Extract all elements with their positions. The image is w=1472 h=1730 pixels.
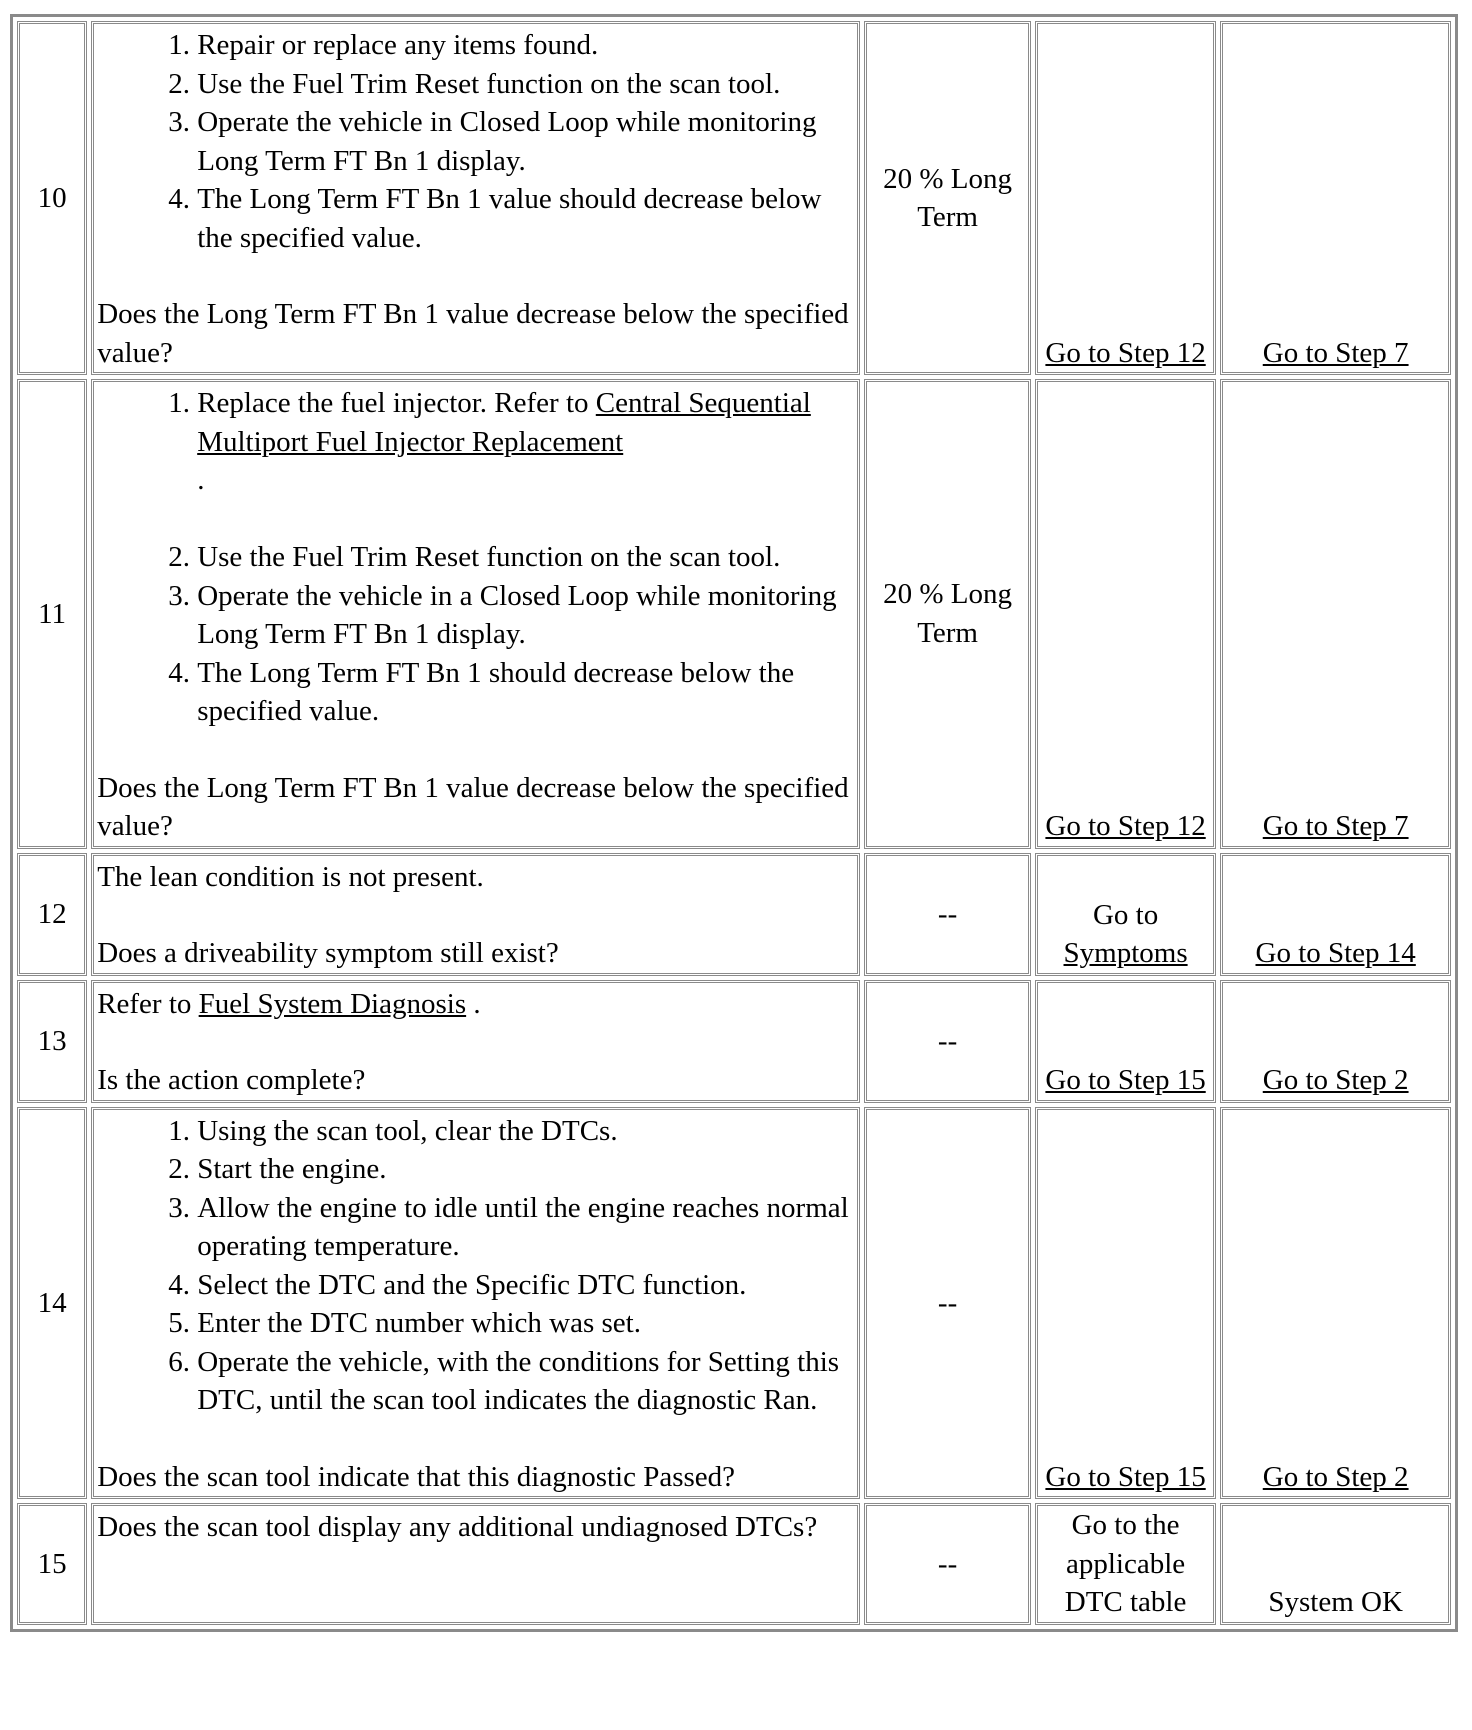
action-cell: [91, 853, 860, 976]
list-item: 2. Use the Fuel Trim Reset function on the scan tool.: [197, 538, 855, 577]
action-cell: [91, 1503, 860, 1625]
injector-replacement-link[interactable]: Central Sequential Multiport Fuel Injector Replacement: [197, 387, 811, 458]
yes-cell: [1035, 379, 1217, 849]
list-item: 6. Operate the vehicle, with the conditions for Setting this DTC, until the scan tool indicates the diagnostic Ran.: [197, 1343, 855, 1420]
value-cell: --: [864, 980, 1030, 1103]
no-cell: [1220, 21, 1451, 375]
yes-cell: [1035, 21, 1217, 375]
yes-link[interactable]: Go to Step 15: [1045, 1460, 1206, 1493]
action-prefix: Refer to: [97, 987, 199, 1020]
table-row: [17, 853, 1451, 976]
action-cell: [91, 379, 860, 849]
action-cell: [91, 980, 860, 1103]
value-cell: 20 % Long Term: [864, 21, 1030, 375]
question-text: Does the scan tool indicate that this diagnostic Passed?: [97, 1460, 736, 1493]
yes-cell: [1035, 1107, 1217, 1500]
table-row: [17, 1503, 1451, 1625]
table-row: [17, 1107, 1451, 1500]
list-item: 3. Operate the vehicle in a Closed Loop while monitoring Long Term FT Bn 1 display.: [197, 577, 855, 654]
list-item: 4. Select the DTC and the Specific DTC function.: [197, 1266, 855, 1305]
action-list: [97, 26, 855, 257]
action-cell: [91, 1107, 860, 1500]
table-row: [17, 980, 1451, 1103]
list-item: 2. Use the Fuel Trim Reset function on the scan tool.: [197, 65, 855, 104]
step-number: 10: [17, 21, 87, 375]
value-cell: --: [864, 853, 1030, 976]
list-item: 4. The Long Term FT Bn 1 value should decrease below the specified value.: [197, 180, 855, 257]
value-cell: --: [864, 1503, 1030, 1625]
action-text: [97, 985, 855, 1024]
no-cell: System OK: [1220, 1503, 1451, 1625]
question-text: Does the Long Term FT Bn 1 value decrease below the specified value?: [97, 771, 849, 842]
list-item: 3. Allow the engine to idle until the engine reaches normal operating temperature.: [197, 1189, 855, 1266]
no-cell: [1220, 379, 1451, 849]
question-text: Does the Long Term FT Bn 1 value decrease below the specified value?: [97, 298, 849, 369]
step-number: 13: [17, 980, 87, 1103]
list-item: 3. Operate the vehicle in Closed Loop while monitoring Long Term FT Bn 1 display.: [197, 103, 855, 180]
action-list: [97, 384, 855, 731]
no-cell: [1220, 980, 1451, 1103]
yes-link[interactable]: Go to Step 12: [1045, 336, 1206, 369]
table-row: [17, 379, 1451, 849]
fuel-system-diagnosis-link[interactable]: Fuel System Diagnosis: [198, 987, 467, 1020]
action-suffix: .: [466, 987, 481, 1020]
step-number: 12: [17, 853, 87, 976]
no-link[interactable]: Go to Step 2: [1262, 1064, 1409, 1096]
no-link[interactable]: Go to Step 2: [1262, 1460, 1409, 1493]
list-item-suffix: .: [197, 464, 205, 496]
action-text: The lean condition is not present.: [97, 860, 484, 893]
no-link[interactable]: Go to Step 7: [1262, 336, 1409, 369]
value-cell: --: [864, 1107, 1030, 1500]
list-item: [197, 384, 855, 538]
list-item: 1. Repair or replace any items found.: [197, 26, 855, 65]
no-link[interactable]: Go to Step 14: [1255, 937, 1416, 969]
list-item: 4. The Long Term FT Bn 1 should decrease below the specified value.: [197, 654, 855, 731]
list-item: 2. Start the engine.: [197, 1150, 855, 1189]
yes-link[interactable]: Go to Step 12: [1045, 810, 1206, 842]
step-number: 11: [17, 379, 87, 849]
no-link[interactable]: Go to Step 7: [1262, 810, 1409, 842]
table-row: [17, 21, 1451, 375]
action-list: [97, 1112, 855, 1420]
list-item: 5. Enter the DTC number which was set.: [197, 1304, 855, 1343]
no-cell: [1220, 853, 1451, 976]
question-text: Does the scan tool display any additional undiagnosed DTCs?: [97, 1511, 818, 1543]
list-item-text: Replace the fuel injector. Refer to: [197, 387, 596, 419]
question-text: Does a driveability symptom still exist?: [97, 937, 559, 969]
yes-prefix: Go to: [1092, 898, 1159, 931]
diagnostic-steps-table: [10, 14, 1458, 1632]
step-number: 15: [17, 1503, 87, 1625]
no-cell: [1220, 1107, 1451, 1500]
symptoms-link[interactable]: Symptoms: [1063, 937, 1188, 969]
list-item: 1. Using the scan tool, clear the DTCs.: [197, 1112, 855, 1151]
yes-cell: [1035, 853, 1217, 976]
value-cell: 20 % Long Term: [864, 379, 1030, 849]
yes-cell: [1035, 980, 1217, 1103]
action-cell: [91, 21, 860, 375]
question-text: Is the action complete?: [97, 1064, 366, 1096]
yes-link[interactable]: Go to Step 15: [1045, 1064, 1206, 1096]
yes-cell: Go to the applicable DTC table: [1035, 1503, 1217, 1625]
step-number: 14: [17, 1107, 87, 1500]
